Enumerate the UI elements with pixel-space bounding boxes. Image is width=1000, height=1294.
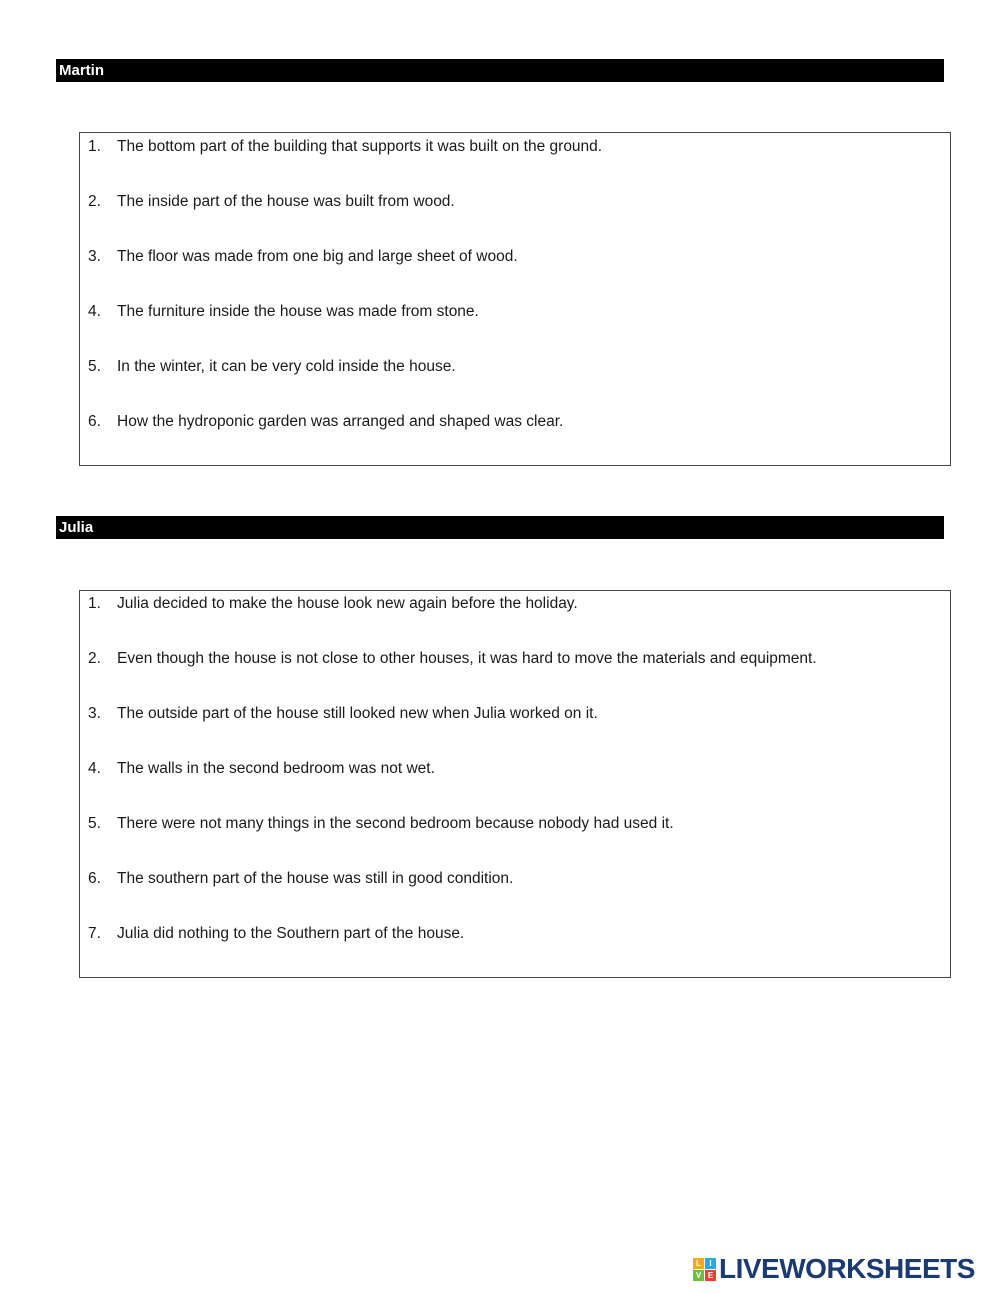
item-number: 2. xyxy=(88,193,101,210)
item-number: 3. xyxy=(88,705,101,722)
statement-text: Julia did nothing to the Southern part of the house. xyxy=(117,925,465,942)
item-number: 6. xyxy=(88,870,101,887)
item-number: 5. xyxy=(88,358,101,375)
item-number: 1. xyxy=(88,138,101,155)
item-number: 1. xyxy=(88,595,101,612)
statement-text: The bottom part of the building that supports it was built on the ground. xyxy=(117,138,603,155)
item-number: 5. xyxy=(88,815,101,832)
statement-text: Even though the house is not close to other houses, it was hard to move the materials and equipment. xyxy=(117,650,817,667)
section-header-martin: Martin xyxy=(56,59,944,82)
statement-text: The southern part of the house was still in good condition. xyxy=(117,870,514,887)
item-number: 3. xyxy=(88,248,101,265)
item-number: 6. xyxy=(88,413,101,430)
statement-text: The floor was made from one big and large sheet of wood. xyxy=(117,248,518,265)
statement-text: The outside part of the house still looked new when Julia worked on it. xyxy=(117,705,598,722)
statement-text: How the hydroponic garden was arranged and shaped was clear. xyxy=(117,413,564,430)
item-number: 4. xyxy=(88,303,101,320)
item-number: 4. xyxy=(88,760,101,777)
statement-text: In the winter, it can be very cold inside the house. xyxy=(117,358,456,375)
logo-wordmark: LIVEWORKSHEETS xyxy=(719,1253,975,1284)
statement-text: The furniture inside the house was made from stone. xyxy=(117,303,479,320)
statement-box-julia xyxy=(79,590,951,978)
section-header-julia: Julia xyxy=(56,516,944,539)
logo-mark-icon: L I V E xyxy=(693,1258,716,1281)
statement-text: The inside part of the house was built from wood. xyxy=(117,193,455,210)
statement-box-martin xyxy=(79,132,951,466)
statement-text: Julia decided to make the house look new again before the holiday. xyxy=(117,595,578,612)
statement-text: The walls in the second bedroom was not wet. xyxy=(117,760,435,777)
liveworksheets-logo[interactable] xyxy=(693,1253,975,1284)
statement-text: There were not many things in the second bedroom because nobody had used it. xyxy=(117,815,674,832)
item-number: 2. xyxy=(88,650,101,667)
item-number: 7. xyxy=(88,925,101,942)
